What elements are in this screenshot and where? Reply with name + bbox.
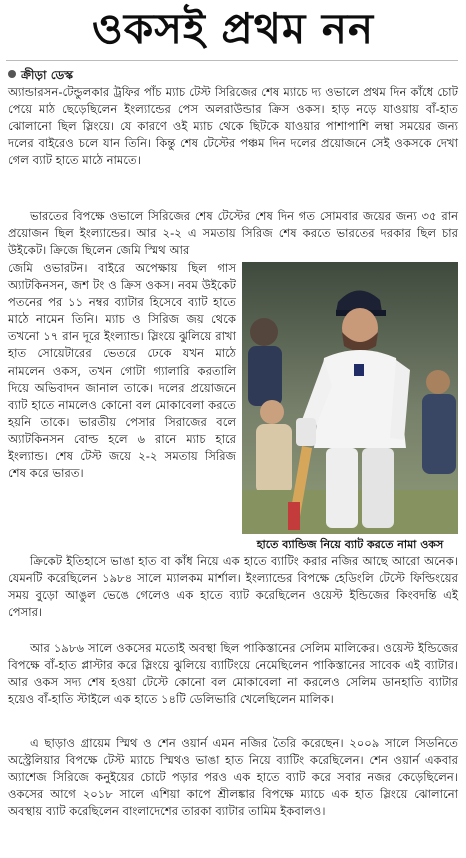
paragraph-4: আর ১৯৮৬ সালে ওকসের মতোই অবস্থা ছিল পাকিস্তানের সেলিম মালিকের। ওয়েস্ট ইন্ডিজের বিপক্ষে বাঁ-হাত প্লাস্টার করে স্লিংয়ে ঝুলিয়ে ব্যাটিংয়ে নেমেছিলেন পাকিস্তানের সাবেক এই ব্যাটার। আর ওকস সদ্য শেষ হওয়া টেস্টে কোনো বল মোকাবেলা না করলেও সেলিম ডানহাতি ব্যাটার হয়েও বাঁ-হাতি স্টাইলে এক হাতে ১৪টি ডেলিভারি খেলেছিলেন মালিক। [8, 641, 458, 707]
paragraph-3: ক্রিকেট ইতিহাসে ভাঙা হাত বা কাঁধ নিয়ে এক হাতে ব্যাটিং করার নজির আছে আরো অনেক। যেমনটি করেছিলেন ১৯৮৪ সালে ম্যালকম মার্শাল। ইংল্যান্ডের বিপক্ষে হেডিংলি টেস্টে ফিল্ডিংয়ের সময় বুড়ো আঙুল ভেঙে গেলেও এক হাতে ব্যাট করেছিলেন ওয়েস্ট ইন্ডিজের কিংবদন্তি এই পেসার। [8, 554, 458, 620]
dateline-text: ক্রীড়া ডেস্ক [21, 68, 74, 82]
paragraph-2-continued: জেমি ওভারটন। বাইরে অপেক্ষায় ছিল গাস অ্যাটকিনসন, জশ টং ও ক্রিস ওকস। নবম উইকেট পতনের পর ১১ নম্বর ব্যাটার হিসেবে ব্যাট হাতে মাঠে নামেন তিনি। ম্যাচ ও সিরিজ জয় থেকে তখনো ১৭ রান দূরে ইংল্যান্ড। স্লিংয়ে ঝুলিয়ে রাখা হাত সোয়েটারের ভেতরে ঢেকে যখন মাঠে নামলেন ওকস, তখন গোটা গ্যালারি করতালি দিয়ে অভিবাদন জানাল তাকে। দলের প্রয়োজনে ব্যাট হাতে নামলেও কোনো বল মোকাবেলা করতে হয়নি তাকে। ভারতীয় পেসার সিরাজের বলে অ্যাটকিনসন বোল্ড হলে ৬ রানে ম্যাচ হারে ইংল্যান্ড। শেষ টেস্ট জয়ে ২-২ সমতায় সিরিজ শেষ করে ভারত। [8, 261, 236, 481]
bullet-icon [8, 70, 16, 78]
headline-rule [6, 60, 458, 61]
batsman-photo [242, 262, 458, 534]
photo-caption: হাতে ব্যান্ডিজ নিয়ে ব্যাট করতে নামা ওকস [256, 538, 444, 551]
paragraph-5: এ ছাড়াও গ্রায়েম স্মিথ ও শেন ওয়ার্ন এমন নজির তৈরি করেছেন। ২০০৯ সালে সিডনিতে অস্ট্রেলিয়ার বিপক্ষে টেস্ট ম্যাচে স্মিথও ভাঙা হাত নিয়ে ব্যাটিং করেছিলেন। শেন ওয়ার্ন একবার অ্যাশেজ সিরিজে কনুইয়ের চোটে পড়ার পরও এক হাতে ব্যাট করে সবার নজর কেড়েছিলেন। ওকসের আগে ২০১৮ সালে এশিয়া কাপে শ্রীলঙ্কার বিপক্ষে ম্যাচে এক হাত স্লিংয়ে ঝোলানো অবস্থায় ব্যাট করেছিলেন বাংলাদেশের তারকা ব্যাটার তামিম ইকবালও। [8, 736, 458, 819]
dateline [8, 66, 73, 84]
paragraph-2: ভারতের বিপক্ষে ওভালে সিরিজের শেষ টেস্টের শেষ দিন গত সোমবার জয়ের জন্য ৩৫ রান প্রয়োজন ছিল ইংল্যান্ডের। আর ২-২ এ সমতায় সিরিজ শেষ করতে ভারতের দরকার ছিল চার উইকেট। ক্রিজে ছিলেন জেমি স্মিথ আর [8, 209, 458, 258]
paragraph-1: অ্যান্ডারসন-টেন্ডুলকার ট্রফির পাঁচ ম্যাচ টেস্ট সিরিজের শেষ ম্যাচে দ্য ওভালে প্রথম দিন কাঁধে চোট পেয়ে মাঠ ছেড়েছিলেন ইংল্যান্ডের পেস অলরাউন্ডার ক্রিস ওকস। হাড় নড়ে যাওয়ায় বাঁ-হাত ঝোলানো ছিল স্লিংয়ে। যে কারণে ওই ম্যাচ থেকে ছিটকে যাওয়ার পাশাপাশি লম্বা সময়ের জন্য দলের বাইরেও চলে যান তিনি। কিন্তু শেষ টেস্টের পঞ্চম দিন দলের প্রয়োজনে সেই ওকসকে দেখা গেল ব্যাট হাতে মাঠে নামতে। [8, 85, 458, 168]
headline: ওকসই প্রথম নন [91, 4, 375, 53]
batsman-photo-icon [242, 262, 458, 534]
